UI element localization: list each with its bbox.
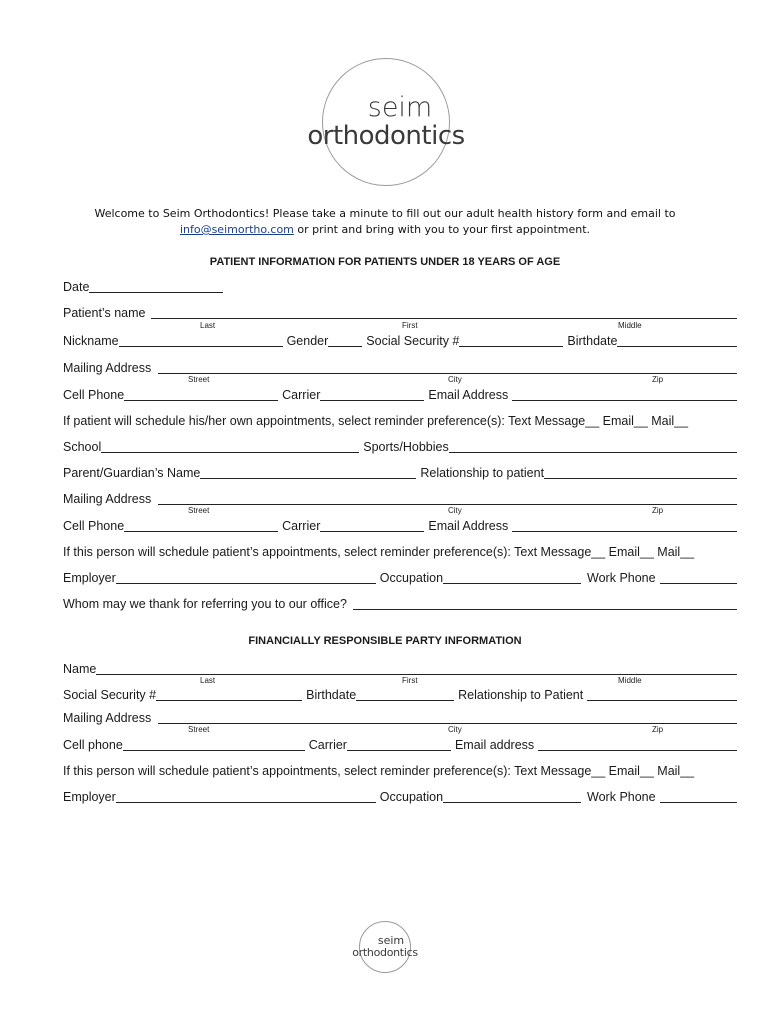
employer-row bbox=[63, 569, 737, 585]
sub-label-street: Street bbox=[188, 375, 210, 384]
sub-label-zip: Zip bbox=[652, 375, 664, 384]
financial-occupation-field[interactable] bbox=[443, 790, 581, 803]
sub-label-street-2: Street bbox=[188, 506, 210, 515]
financial-reminder-preference-row bbox=[63, 762, 737, 778]
financial-social-security-label: Social Security # bbox=[63, 688, 157, 702]
sports-hobbies-field[interactable] bbox=[449, 440, 737, 453]
social-security-field[interactable] bbox=[459, 334, 563, 347]
cell-phone-row bbox=[63, 386, 737, 402]
carrier-label: Carrier bbox=[282, 388, 321, 402]
sub-label-first: First bbox=[402, 321, 418, 330]
financial-relationship-field[interactable] bbox=[587, 688, 737, 701]
financial-name-label: Name bbox=[63, 662, 97, 676]
financial-cell-phone-label: Cell phone bbox=[63, 738, 123, 752]
cell-phone-field[interactable] bbox=[124, 388, 278, 401]
sub-label-last-2: Last bbox=[200, 676, 216, 685]
sports-hobbies-label: Sports/Hobbies bbox=[363, 440, 449, 454]
relationship-field[interactable] bbox=[544, 466, 737, 479]
email-address-field[interactable] bbox=[512, 388, 737, 401]
birthdate-field[interactable] bbox=[617, 334, 737, 347]
gender-field[interactable] bbox=[328, 334, 362, 347]
logo bbox=[307, 58, 465, 186]
reminder-preference-row bbox=[63, 412, 737, 428]
intro-line-2 bbox=[0, 222, 770, 238]
logo-word-seim: seim bbox=[367, 91, 433, 123]
patient-name-row bbox=[63, 304, 737, 320]
email-address-label-2: Email Address bbox=[428, 519, 509, 533]
patient-name-field[interactable] bbox=[151, 306, 737, 319]
financial-email-address-label: Email address bbox=[454, 738, 535, 752]
carrier-field-2[interactable] bbox=[320, 519, 424, 532]
mailing-address-label-2: Mailing Address bbox=[63, 492, 152, 506]
parent-guardian-name-label: Parent/Guardian’s Name bbox=[63, 466, 201, 480]
footer-logo-word-seim: seim bbox=[377, 934, 405, 947]
sub-label-city-3: City bbox=[448, 725, 462, 734]
financial-reminder-preference-text: If this person will schedule patient’s appointments, select reminder preference(s): Text Message__ Email__ Mail__ bbox=[63, 764, 695, 778]
financial-employer-row bbox=[63, 788, 737, 804]
mailing-address-row bbox=[63, 359, 737, 375]
financial-work-phone-field[interactable] bbox=[660, 790, 737, 803]
date-row bbox=[63, 278, 223, 294]
referral-field[interactable] bbox=[353, 597, 737, 610]
financial-occupation-label: Occupation bbox=[379, 790, 444, 804]
cell-phone-field-2[interactable] bbox=[124, 519, 278, 532]
employer-label: Employer bbox=[63, 571, 116, 585]
social-security-label: Social Security # bbox=[366, 334, 460, 348]
sub-label-street-3: Street bbox=[188, 725, 210, 734]
email-address-label: Email Address bbox=[428, 388, 509, 402]
financial-birthdate-label: Birthdate bbox=[306, 688, 357, 702]
cell-phone-label-2: Cell Phone bbox=[63, 519, 125, 533]
work-phone-field[interactable] bbox=[660, 571, 737, 584]
mailing-address-label: Mailing Address bbox=[63, 361, 152, 375]
occupation-label: Occupation bbox=[379, 571, 444, 585]
parent-guardian-row bbox=[63, 464, 737, 480]
carrier-field[interactable] bbox=[320, 388, 424, 401]
mailing-address-field[interactable] bbox=[158, 361, 737, 374]
financial-birthdate-field[interactable] bbox=[356, 688, 454, 701]
referral-label: Whom may we thank for referring you to our office? bbox=[63, 597, 347, 611]
parent-guardian-name-field[interactable] bbox=[200, 466, 416, 479]
sub-label-first-2: First bbox=[402, 676, 418, 685]
financial-name-field[interactable] bbox=[96, 662, 737, 675]
sub-label-city: City bbox=[448, 375, 462, 384]
mailing-address-row-2 bbox=[63, 490, 737, 506]
financial-mailing-address-label: Mailing Address bbox=[63, 711, 152, 725]
intro-text bbox=[0, 206, 770, 238]
sub-label-zip-2: Zip bbox=[652, 506, 664, 515]
financial-name-row bbox=[63, 660, 737, 676]
financial-employer-label: Employer bbox=[63, 790, 116, 804]
nickname-row bbox=[63, 332, 737, 348]
employer-field[interactable] bbox=[116, 571, 376, 584]
occupation-field[interactable] bbox=[443, 571, 581, 584]
patient-section-heading: PATIENT INFORMATION FOR PATIENTS UNDER 18 YEARS OF AGE bbox=[209, 256, 561, 268]
date-field[interactable] bbox=[89, 280, 223, 293]
reminder-preference-row-2 bbox=[63, 543, 737, 559]
intro-line-2-rest: or print and bring with you to your first appointment. bbox=[293, 223, 591, 236]
reminder-preference-text: If patient will schedule his/her own appointments, select reminder preference(s): Text Message__ Email__ Mail__ bbox=[63, 414, 689, 428]
reminder-preference-text-2: If this person will schedule patient’s appointments, select reminder preference(s): Text Message__ Email__ Mail__ bbox=[63, 545, 695, 559]
financial-relationship-label: Relationship to Patient bbox=[458, 688, 584, 702]
financial-section-heading: FINANCIALLY RESPONSIBLE PARTY INFORMATION bbox=[248, 635, 522, 647]
patient-name-label: Patient’s name bbox=[63, 306, 146, 320]
sub-label-last: Last bbox=[200, 321, 216, 330]
school-row bbox=[63, 438, 737, 454]
nickname-label: Nickname bbox=[63, 334, 119, 348]
financial-cell-phone-field[interactable] bbox=[123, 738, 305, 751]
birthdate-label: Birthdate bbox=[567, 334, 618, 348]
email-address-field-2[interactable] bbox=[512, 519, 737, 532]
financial-social-security-field[interactable] bbox=[156, 688, 302, 701]
financial-employer-field[interactable] bbox=[116, 790, 376, 803]
referral-row bbox=[63, 595, 737, 611]
carrier-label-2: Carrier bbox=[282, 519, 321, 533]
sub-label-middle-2: Middle bbox=[618, 676, 642, 685]
sub-label-middle: Middle bbox=[618, 321, 642, 330]
gender-label: Gender bbox=[286, 334, 329, 348]
relationship-label: Relationship to patient bbox=[420, 466, 545, 480]
financial-mailing-address-field[interactable] bbox=[158, 711, 737, 724]
school-label: School bbox=[63, 440, 102, 454]
logo-word-orthodontics: orthodontics bbox=[307, 120, 465, 151]
financial-mailing-address-row bbox=[63, 709, 737, 725]
intro-line-1: Welcome to Seim Orthodontics! Please take a minute to fill out our adult health history form and email to bbox=[94, 207, 676, 220]
financial-email-address-field[interactable] bbox=[538, 738, 737, 751]
footer-logo-word-orthodontics: orthodontics bbox=[352, 946, 418, 959]
footer-logo bbox=[352, 921, 418, 973]
school-field[interactable] bbox=[101, 440, 359, 453]
cell-phone-row-2 bbox=[63, 517, 737, 533]
financial-cell-phone-row bbox=[63, 736, 737, 752]
financial-carrier-field[interactable] bbox=[347, 738, 451, 751]
sub-label-city-2: City bbox=[448, 506, 462, 515]
date-label: Date bbox=[63, 280, 90, 294]
financial-work-phone-label: Work Phone bbox=[587, 790, 656, 804]
nickname-field[interactable] bbox=[119, 334, 283, 347]
cell-phone-label: Cell Phone bbox=[63, 388, 125, 402]
sub-label-zip-3: Zip bbox=[652, 725, 664, 734]
financial-carrier-label: Carrier bbox=[308, 738, 347, 752]
email-link[interactable]: info@seimortho.com bbox=[179, 223, 294, 236]
work-phone-label: Work Phone bbox=[587, 571, 656, 585]
mailing-address-field-2[interactable] bbox=[158, 492, 737, 505]
financial-ssn-row bbox=[63, 686, 737, 702]
